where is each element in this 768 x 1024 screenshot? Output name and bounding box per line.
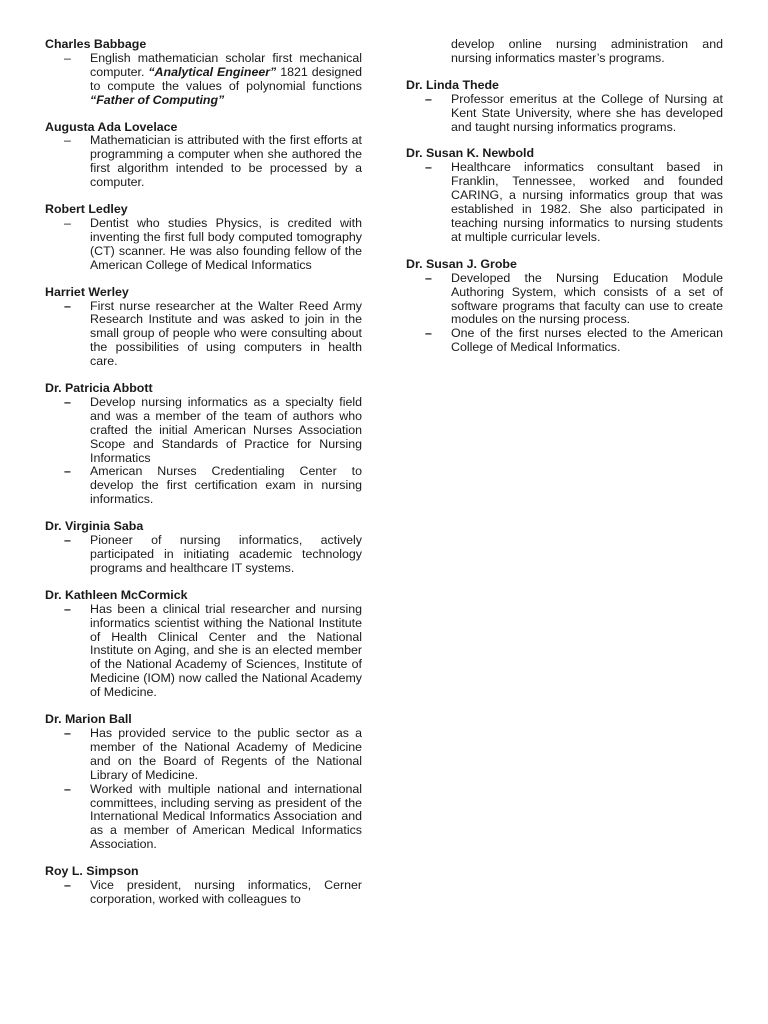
dash-bullet-icon: – bbox=[64, 878, 71, 893]
entry-dr-susan-j-grobe bbox=[406, 258, 723, 355]
dash-bullet-icon: – bbox=[64, 298, 71, 313]
entry-harriet-werley bbox=[45, 286, 362, 369]
entry-augusta-ada-lovelace bbox=[45, 121, 362, 191]
text-segment: American Nurses Credentialing Center to develop the first certification exam in nursing informatics. bbox=[90, 464, 362, 507]
text-segment: Mathematician is attributed with the first efforts at programming a computer when she authored the first algorithm intended to be processed by a computer. bbox=[90, 133, 362, 190]
bullet-item bbox=[45, 603, 362, 700]
text-segment: Vice president, nursing informatics, Cerner corporation, worked with colleagues to bbox=[90, 878, 362, 906]
entry-dr-virginia-saba bbox=[45, 520, 362, 576]
dash-bullet-icon: – bbox=[64, 601, 71, 616]
person-name: Roy L. Simpson bbox=[45, 864, 139, 879]
text-segment: 1821 designed to compute the values of polynomial functions bbox=[90, 64, 362, 93]
person-name: Dr. Virginia Saba bbox=[45, 519, 144, 534]
dash-bullet-icon: – bbox=[425, 91, 432, 106]
bullet-item bbox=[45, 727, 362, 783]
text-segment: Healthcare informatics consultant based in Franklin, Tennessee, worked and founded CARING, a nursing informatics group that was established in 1982. She also participated in teaching nursing informatics to nursing students at multiple curricular levels. bbox=[451, 160, 723, 244]
text-segment: Developed the Nursing Education Module Authoring System, which consists of a set of software programs that faculty can use to create modules on the nursing process. bbox=[451, 270, 723, 327]
person-name: Dr. Patricia Abbott bbox=[45, 381, 153, 396]
text-segment: Develop nursing informatics as a specialty field and was a member of the team of authors who crafted the initial American Nurses Association Scope and Standards of Practice for Nursing Informatics bbox=[90, 394, 362, 465]
emphasis-text: “Father of Computing” bbox=[90, 92, 225, 107]
dash-bullet-icon: – bbox=[64, 781, 71, 796]
dash-bullet-icon: – bbox=[64, 533, 71, 548]
bullet-text bbox=[90, 52, 362, 108]
text-segment: First nurse researcher at the Walter Reed Army Research Institute and was asked to join in the small group of people who were consulting about the possibilities of using computers in health care. bbox=[90, 298, 362, 369]
bullet-item bbox=[45, 134, 362, 190]
bullet-text bbox=[90, 134, 362, 190]
entry-dr-marion-ball bbox=[45, 713, 362, 852]
dash-bullet-icon: – bbox=[64, 215, 71, 230]
entry-dr-susan-k-newbold bbox=[406, 147, 723, 244]
person-name: Dr. Marion Ball bbox=[45, 712, 132, 727]
bullet-text bbox=[90, 879, 362, 907]
text-segment: Professor emeritus at the College of Nursing at Kent State University, where she has developed and taught nursing informatics programs. bbox=[451, 91, 723, 134]
person-name: Charles Babbage bbox=[45, 37, 147, 51]
bullet-text bbox=[90, 727, 362, 783]
person-name: Dr. Linda Thede bbox=[406, 77, 499, 92]
bullet-item bbox=[45, 783, 362, 853]
entry-dr-patricia-abbott bbox=[45, 382, 362, 507]
text-segment: Worked with multiple national and international committees, including serving as president of the International Medical Informatics Association and as a member of American Medical Informatics Association. bbox=[90, 781, 362, 852]
emphasis-text: “Analytical Engineer” bbox=[148, 64, 277, 79]
bullet-item bbox=[45, 879, 362, 907]
dash-bullet-icon: – bbox=[64, 394, 71, 409]
person-name: Robert Ledley bbox=[45, 202, 128, 217]
bullet-item bbox=[406, 93, 723, 135]
person-name: Dr. Susan K. Newbold bbox=[406, 146, 535, 161]
entry-roy-l-simpson bbox=[45, 865, 362, 907]
bullet-item bbox=[406, 161, 723, 244]
bullet-text bbox=[451, 272, 723, 328]
text-segment: Has provided service to the public sector as a member of the National Academy of Medicine and on the Board of Regents of the National Library of Medicine. bbox=[90, 725, 362, 782]
entry-dr-kathleen-mccormick bbox=[45, 589, 362, 700]
text-segment: Has been a clinical trial researcher and nursing informatics scientist withing the National Institute of Health Clinical Center and the National Institute on Aging, and she is an elected member of the National Academy of Sciences, Institute of Medicine (IOM) now called the National Academy of Medicine. bbox=[90, 601, 362, 700]
bullet-item bbox=[406, 327, 723, 355]
bullet-text bbox=[90, 534, 362, 576]
text-segment: English mathematician scholar first mechanical computer. bbox=[90, 50, 362, 79]
bullet-text bbox=[90, 465, 362, 507]
text-segment: Pioneer of nursing informatics, actively participated in initiating academic technology programs and healthcare IT systems. bbox=[90, 533, 362, 575]
bullet-item bbox=[45, 300, 362, 370]
bullet-text bbox=[90, 783, 362, 853]
entry-dr-linda-thede bbox=[406, 79, 723, 135]
left-column bbox=[45, 38, 362, 920]
dash-bullet-icon: – bbox=[425, 270, 432, 285]
person-name: Dr. Susan J. Grobe bbox=[406, 256, 517, 271]
text-segment: One of the first nurses elected to the American College of Medical Informatics. bbox=[451, 326, 723, 355]
bullet-text bbox=[90, 217, 362, 273]
text-segment: Dentist who studies Physics, is credited with inventing the first full body computed tomography (CT) scanner. He was also founding fellow of the American College of Medical Informatics bbox=[90, 215, 362, 272]
bullet-text bbox=[90, 300, 362, 370]
bullet-item bbox=[406, 272, 723, 328]
dash-bullet-icon: – bbox=[64, 725, 71, 740]
bullet-text bbox=[451, 161, 723, 244]
dash-bullet-icon: – bbox=[64, 464, 71, 479]
person-name: Harriet Werley bbox=[45, 284, 129, 299]
entry-charles-babbage bbox=[45, 38, 362, 108]
continued-text: develop online nursing administration and nursing informatics master’s programs. bbox=[451, 37, 723, 65]
bullet-item bbox=[45, 465, 362, 507]
person-name: Dr. Kathleen McCormick bbox=[45, 587, 188, 602]
right-column bbox=[406, 38, 723, 368]
bullet-text bbox=[90, 603, 362, 700]
person-name: Augusta Ada Lovelace bbox=[45, 119, 178, 134]
dash-bullet-icon: – bbox=[425, 160, 432, 175]
bullet-item bbox=[45, 217, 362, 273]
bullet-text bbox=[90, 396, 362, 466]
dash-bullet-icon: – bbox=[64, 50, 71, 65]
bullet-item bbox=[45, 396, 362, 466]
bullet-item bbox=[45, 52, 362, 108]
entry-robert-ledley bbox=[45, 203, 362, 273]
bullet-text bbox=[451, 93, 723, 135]
bullet-text bbox=[451, 327, 723, 355]
bullet-item bbox=[45, 534, 362, 576]
dash-bullet-icon: – bbox=[64, 133, 71, 148]
dash-bullet-icon: – bbox=[425, 326, 432, 341]
